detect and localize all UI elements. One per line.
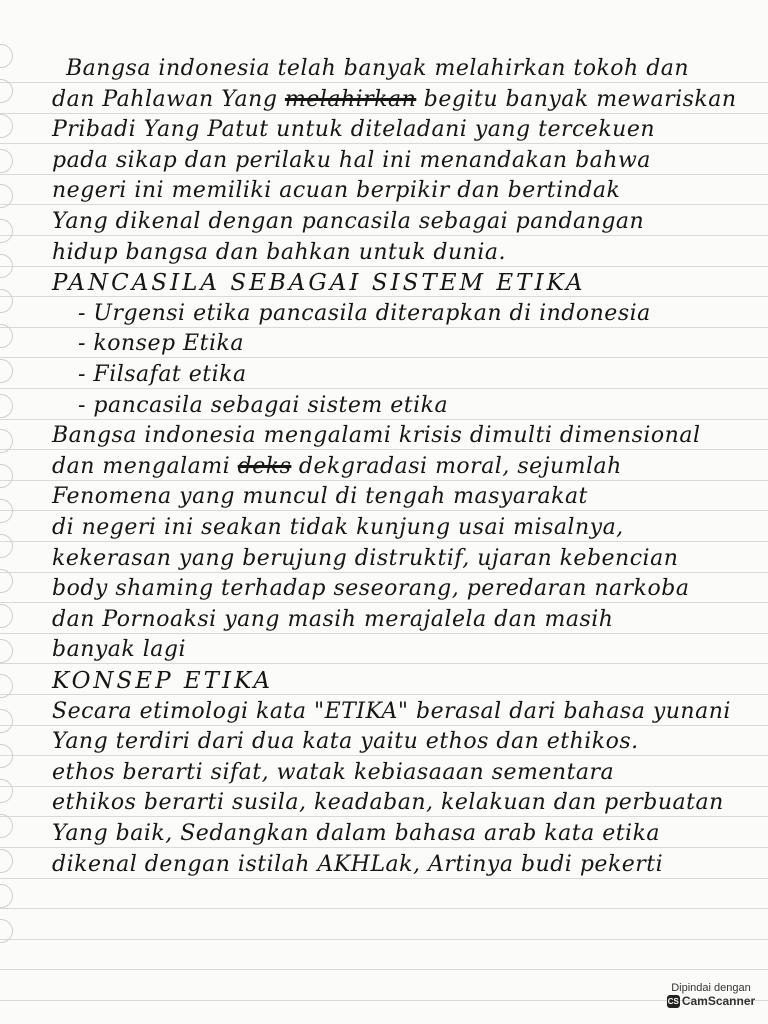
line-text: di negeri ini seakan tidak kunjung usai misalnya, [52,515,624,540]
line-text: negeri ini memiliki acuan berpikir dan bertindak [52,178,621,204]
ruled-line [0,419,768,420]
bullet-item [78,331,768,356]
binding-hole [0,359,13,383]
struck-out-word: melahirkan [284,86,417,112]
bullet-item [78,362,768,387]
binding-hole [0,464,13,488]
line-text: Yang baik, Sedangkan dalam bahasa arab kata etika [52,821,661,846]
text-line [52,576,758,601]
bullet-item [78,301,768,326]
line-text: dan Pornoaksi yang masih merajalela dan masih [52,606,614,632]
text-line [52,484,758,509]
ruled-line [0,541,768,542]
line-text: ethikos berarti susila, keadaban, kelakuan dan perbuatan [52,790,724,816]
ruled-line [0,357,768,358]
watermark-caption: Dipindai dengan [671,982,751,994]
text-line [52,423,758,448]
struck-out-word: deks [237,453,292,479]
line-text: - pancasila sebagai sistem etika [78,392,449,418]
line-text: hidup bangsa dan bahkan untuk dunia. [52,239,506,265]
text-line [52,607,758,632]
ruled-line [0,266,768,267]
ruled-line [0,480,768,481]
ruled-line [0,388,768,389]
line-text-rest: dekgradasi moral, sejumlah [291,453,622,479]
ruled-line [0,143,768,144]
text-line [52,240,758,265]
line-text: Bangsa indonesia telah banyak melahirkan tokoh dan [66,56,690,81]
line-text: dan mengalami [52,453,231,479]
line-text: pada sikap dan perilaku hal ini menandakan bahwa [52,147,651,173]
ruled-line [0,969,768,970]
binding-hole [0,114,13,138]
ruled-line [0,878,768,879]
text-line [52,821,758,846]
binding-hole [0,534,13,558]
binding-hole [0,849,13,873]
section-heading [52,668,758,694]
ruled-line [0,204,768,205]
ruled-line [0,296,768,297]
binding-hole [0,744,13,768]
camscanner-logo-icon: CS [667,997,679,1007]
line-text: kekerasan yang berujung distruktif, ujaran kebencian [52,545,679,571]
binding-hole [0,569,13,593]
text-line [52,699,758,724]
text-line [52,178,758,203]
ruled-line [0,663,768,664]
ruled-line [0,174,768,175]
text-line [52,515,758,540]
binding-hole [0,814,13,838]
camscanner-watermark [666,982,756,1012]
ruled-line [0,82,768,83]
binding-hole [0,884,13,908]
text-line [52,790,758,815]
line-text: PANCASILA SEBAGAI SISTEM ETIKA [52,270,586,297]
line-text: Pribadi Yang Patut untuk diteladani yang tercekuen [52,117,656,143]
text-line [52,852,758,877]
ruled-line [0,449,768,450]
ruled-line [0,755,768,756]
text-line [52,148,758,173]
line-text: ethos berarti sifat, watak kebiasaaan sementara [52,759,615,785]
ruled-line [0,786,768,787]
ruled-line [0,602,768,603]
binding-hole [0,604,13,628]
ruled-line [0,113,768,114]
text-line [52,546,758,571]
binding-hole [0,254,13,278]
text-line [52,729,758,754]
ruled-line [0,725,768,726]
line-text: banyak lagi [52,637,187,663]
binding-hole [0,639,13,663]
ruled-line [0,908,768,909]
ruled-line [0,847,768,848]
binding-hole [0,44,13,68]
binding-hole [0,499,13,523]
ruled-line [0,510,768,511]
ruled-line [0,1000,768,1001]
line-text: Bangsa indonesia mengalami krisis dimulti dimensional [52,423,701,449]
text-line [52,87,758,112]
ruled-line [0,327,768,328]
text-line [52,760,758,785]
binding-hole [0,394,13,418]
ruled-line [0,633,768,634]
ruled-line [0,572,768,573]
binding-hole [0,289,13,313]
binding-hole [0,779,13,803]
text-line [52,637,758,662]
line-text: dan Pahlawan Yang [52,86,278,112]
binding-hole [0,709,13,733]
line-text: Fenomena yang muncul di tengah masyarakat [52,484,588,510]
line-text: Yang terdiri dari dua kata yaitu ethos dan ethikos. [52,729,639,755]
ruled-line [0,816,768,817]
line-text: - konsep Etika [78,331,244,357]
line-text: body shaming terhadap seseorang, peredaran narkoba [52,576,690,602]
line-text: dikenal dengan istilah AKHLak, Artinya budi pekerti [52,851,664,877]
watermark-brand [666,994,756,1008]
line-text: KONSEP ETIKA [52,668,273,694]
text-line [66,56,768,81]
line-text: Yang dikenal dengan pancasila sebagai pandangan [52,209,645,234]
ruled-line [0,939,768,940]
text-line [52,454,758,479]
watermark-brand-text: CamScanner [681,994,756,1008]
bullet-item [78,393,768,418]
binding-hole [0,219,13,243]
line-text: Secara etimologi kata "ETIKA" berasal dari bahasa yunani [52,698,731,724]
section-heading [52,270,758,296]
text-line [52,209,758,234]
line-text: - Filsafat etika [78,362,247,387]
binding-hole [0,149,13,173]
line-text: - Urgensi etika pancasila diterapkan di indonesia [78,300,651,326]
text-line [52,117,758,142]
line-text-rest: begitu banyak mewariskan [416,86,737,112]
ruled-line [0,235,768,236]
ruled-line [0,694,768,695]
